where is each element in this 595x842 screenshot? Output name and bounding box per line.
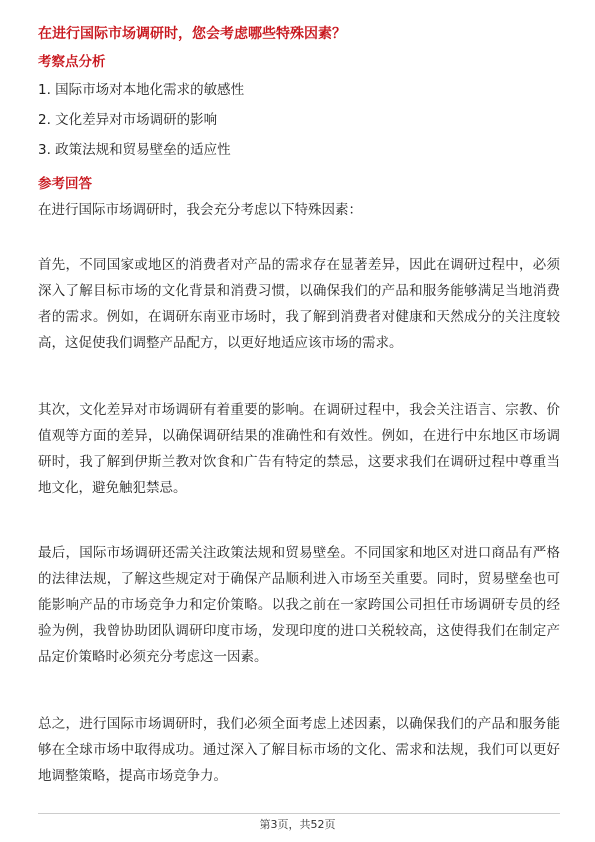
question-heading: 在进行国际市场调研时，您会考虑哪些特殊因素？ (38, 26, 346, 42)
answer-intro: 在进行国际市场调研时，我会充分考虑以下特殊因素： (38, 202, 362, 218)
answer-paragraph-2: 其次，文化差异对市场调研有着重要的影响。在调研过程中，我会关注语言、宗教、价值观等方面的差异，以确保调研结果的准确性和有效性。例如，在进行中东地区市场调研时，我了解到伊斯兰教对饮食和广告有特定的禁忌，这要求我们在调研过程中尊重当地文化，避免触犯禁忌。 (38, 402, 560, 496)
answer-paragraph-4: 总之，进行国际市场调研时，我们必须全面考虑上述因素，以确保我们的产品和服务能够在全球市场中取得成功。通过深入了解目标市场的文化、需求和法规，我们可以更好地调整策略，提高市场竞争力。 (38, 716, 560, 784)
answer-paragraph-3: 最后，国际市场调研还需关注政策法规和贸易壁垒。不同国家和地区对进口商品有严格的法律法规，了解这些规定对于确保产品顺利进入市场至关重要。同时，贸易壁垒也可能影响产品的市场竞争力和定价策略。以我之前在一家跨国公司担任市场调研专员的经验为例，我曾协助团队调研印度市场，发现印度的进口关税较高，这使得我们在制定产品定价策略时必须充分考虑这一因素。 (38, 545, 560, 665)
analysis-point-1: 1. 国际市场对本地化需求的敏感性 (38, 82, 245, 98)
analysis-point-3: 3. 政策法规和贸易壁垒的适应性 (38, 142, 231, 158)
page-number: 第3页，共52页 (259, 818, 336, 831)
analysis-title: 考察点分析 (38, 54, 106, 70)
analysis-point-2: 2. 文化差异对市场调研的影响 (38, 112, 218, 128)
footer-divider (38, 813, 560, 814)
answer-title: 参考回答 (38, 176, 92, 192)
answer-paragraph-1: 首先，不同国家或地区的消费者对产品的需求存在显著差异，因此在调研过程中，必须深入了解目标市场的文化背景和消费习惯，以确保我们的产品和服务能够满足当地消费者的需求。例如，在调研东南亚市场时，我了解到消费者对健康和天然成分的关注度较高，这促使我们调整产品配方，以更好地适应该市场的需求。 (38, 257, 560, 351)
